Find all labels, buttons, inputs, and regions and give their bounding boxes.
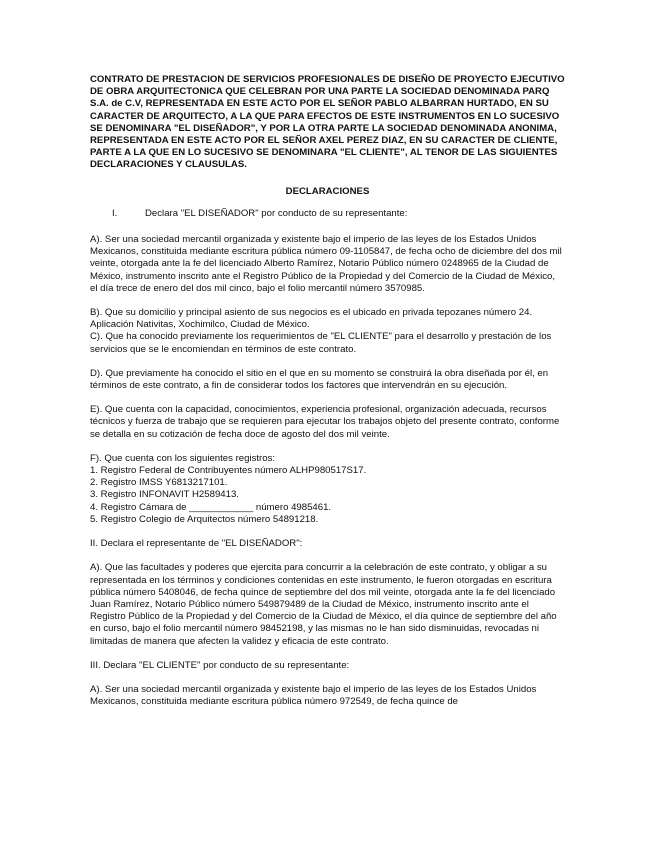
paragraph-i-f: F). Que cuenta con los siguientes registros:	[90, 452, 276, 464]
list-item: 1. Registro Federal de Contribuyentes número ALHP980517S17.	[90, 465, 367, 477]
section-i-number: I.	[112, 207, 118, 219]
section-i-text: Declara "EL DISEÑADOR" por conducto de su representante:	[145, 207, 408, 219]
section-i	[90, 208, 565, 220]
list-item: 2. Registro IMSS Y6813217101.	[90, 477, 228, 489]
paragraph-i-c: C). Que ha conocido previamente los requerimientos de "EL CLIENTE" para el desarrollo y prestación de los servicios que se le encomiendan en términos de este contrato.	[90, 331, 552, 355]
contract-title: CONTRATO DE PRESTACION DE SERVICIOS PROFESIONALES DE DISEÑO DE PROYECTO EJECUTIVO DE OBRA ARQUITECTONICA QUE CELEBRAN POR UNA PARTE LA SOCIEDAD DENOMINADA PARQ S.A. de C.V, REPRESENTADA EN ESTE ACTO POR EL SEÑOR PABLO ALBARRAN HURTADO, EN SU CARACTER DE ARQUITECTO, A LA QUE PARA EFECTOS DE ESTE INSTRUMENTOS EN LO SUCESIVO SE DENOMINARA "EL DISEÑADOR", Y POR LA OTRA PARTE LA SOCIEDAD DENOMINADA ANONIMA, REPRESENTADA EN ESTE ACTO POR EL SEÑOR AXEL PEREZ DIAZ, EN SU CARACTER DE CLIENTE, PARTE A LA QUE EN LO SUCESIVO SE DENOMINARA "EL CLIENTE", AL TENOR DE LAS SIGUIENTES DECLARACIONES Y CLAUSULAS.	[90, 74, 565, 171]
document-page	[90, 74, 565, 720]
paragraph-i-b: B). Que su domicilio y principal asiento de sus negocios es el ubicado en privada tepozanes número 24. Aplicación Nativitas, Xochimilco, Ciudad de México.	[90, 307, 533, 331]
paragraph-i-e: E). Que cuenta con la capacidad, conocimientos, experiencia profesional, organización adecuada, recursos técnicos y fuerza de trabajo que se requieren para ejecutar los trabajos objeto del presente contrato, conforme se detalla en su cotización de fecha doce de agosto del dos mil veinte.	[90, 404, 560, 440]
list-item: 3. Registro INFONAVIT H2589413.	[90, 489, 239, 501]
section-iii-heading: III. Declara "EL CLIENTE" por conducto de su representante:	[90, 659, 350, 671]
declarations-heading: DECLARACIONES	[285, 185, 370, 197]
paragraph-ii-a: A). Que las facultades y poderes que ejercita para concurrir a la celebración de este contrato, y obligar a su representada en los términos y condiciones contenidas en este instrumento, le fueron otorgadas en escritura pública número 5408046, de fecha quince de septiembre del dos mil veinte, otorgada ante la fe del licenciado Juan Ramírez, Notario Público número 549879489 de la Ciudad de México, instrumento inscrito ante el Registro Público de la Propiedad y del Comercio de la Ciudad de México, el día quince de septiembre del año en curso, bajo el folio mercantil número 98452198, y las mismas no le han sido disminuidas, revocadas ni limitadas de manera que afecten la validez y eficacia de este contrato.	[90, 562, 557, 647]
section-ii-heading: II. Declara el representante de "EL DISEÑADOR":	[90, 538, 303, 550]
paragraph-i-a: A). Ser una sociedad mercantil organizada y existente bajo el imperio de las leyes de los Estados Unidos Mexicanos, constituida mediante escritura pública número 09-1105847, de fecha ocho de diciembre del dos mil veinte, otorgada ante la fe del licenciado Alberto Ramírez, Notario Público número 0248965 de la Ciudad de México, instrumento inscrito ante el Registro Público de la Propiedad y del Comercio de la Ciudad de México, el día trece de enero del dos mil cinco, bajo el folio mercantil número 3570985.	[90, 234, 562, 294]
registros-list	[90, 465, 565, 526]
paragraph-iii-a: A). Ser una sociedad mercantil organizada y existente bajo el imperio de las leyes de los Estados Unidos Mexicanos, constituida mediante escritura pública número 972549, de fecha quince de	[90, 683, 537, 708]
paragraph-i-d: D). Que previamente ha conocido el sitio en el que en su momento se construirá la obra diseñada por él, en términos de este contrato, a fin de considerar todos los factores que intervendrán en su ejecución.	[90, 367, 549, 392]
list-item: 5. Registro Colegio de Arquitectos número 54891218.	[90, 513, 319, 525]
list-item: 4. Registro Cámara de ____________ número 4985461.	[90, 501, 332, 513]
